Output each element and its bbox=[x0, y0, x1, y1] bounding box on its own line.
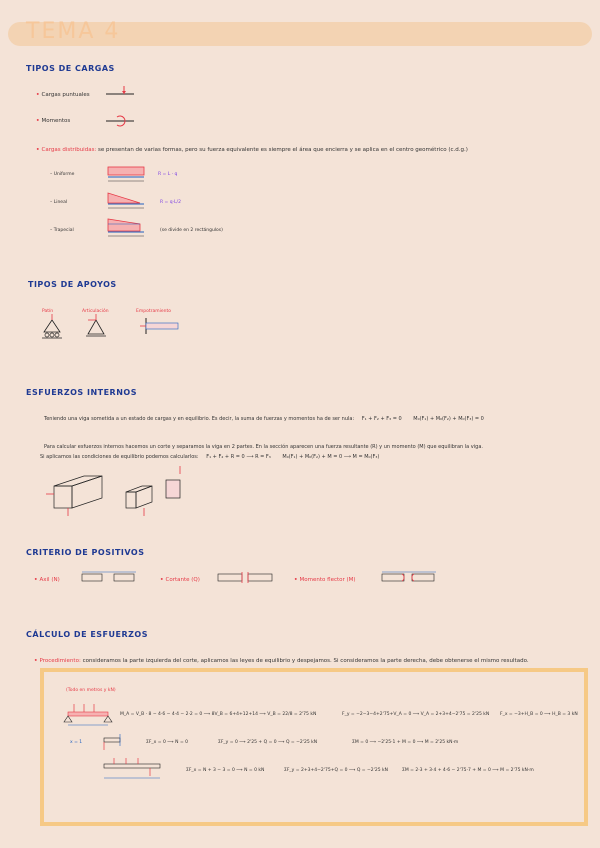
trapezoidal-load-diagram bbox=[104, 215, 148, 241]
moment-icon bbox=[106, 114, 136, 128]
cortante-label: Cortante (Q) bbox=[165, 577, 200, 583]
empotramiento-label: Empotramiento bbox=[136, 309, 171, 314]
esfuerzos-line3: Si aplicamos las condiciones de equilibrio podemos calcularlos: F₁ + F₂ + R = 0 ⟶ R = F₃ M₀(F₁) + M₀(F₂) + M = 0 ⟶ M = M₀(F₃) bbox=[40, 454, 380, 460]
linear-load-diagram bbox=[104, 187, 148, 213]
bullet-axil: • Axil (N) bbox=[34, 577, 60, 583]
section-tipos-cargas: TIPOS DE CARGAS bbox=[26, 64, 115, 73]
bending-sign-diagram bbox=[378, 570, 438, 584]
equation-fx: F_x = −3+H_B = 0 ⟶ H_B = 3 kN bbox=[500, 712, 578, 717]
axil-label: Axil (N) bbox=[39, 577, 60, 583]
patin-label: Patín bbox=[42, 309, 54, 314]
pinned-support-icon bbox=[84, 316, 108, 342]
bullet-cargas-distribuidas: • Cargas distribuidas: se presentan de varias formas, pero su fuerza equivalente es siempre el área que encierra y se aplica en el centro geométrico (c.d.g.) bbox=[36, 147, 468, 153]
section-tipos-apoyos: TIPOS DE APOYOS bbox=[28, 280, 117, 289]
sum-m: ΣM = 0 ⟶ −2'25·1 + M = 0 ⟶ M = 2'25 kN·m bbox=[352, 740, 459, 745]
section-calculo: CÁLCULO DE ESFUERZOS bbox=[26, 630, 148, 639]
beam-section-diagrams bbox=[40, 466, 200, 524]
right-cut-diagram bbox=[100, 756, 166, 780]
cargas-puntuales-label: Cargas puntuales bbox=[41, 92, 90, 98]
point-load-icon bbox=[106, 86, 136, 100]
sum-m-right: ΣM = 2·3 + 3·4 + 4·6 − 2'75·7 + M = 0 ⟶ M = 2'75 kN·m bbox=[402, 768, 534, 773]
trapecial-note: (se divide en 2 rectángulos) bbox=[160, 228, 223, 233]
bullet-momentos: • Momentos bbox=[36, 118, 71, 124]
uniform-load-diagram bbox=[104, 161, 148, 185]
section-esfuerzos: ESFUERZOS INTERNOS bbox=[26, 388, 137, 397]
bullet-flector: • Momento flector (M) bbox=[294, 577, 356, 583]
bullet-cargas-puntuales: • Cargas puntuales bbox=[36, 92, 90, 98]
trapecial-label: – Trapecial bbox=[50, 228, 74, 233]
lineal-formula: R = q·L/2 bbox=[160, 200, 181, 205]
equation-fy: F_y = −2−3−4+2'75+V_A = 0 ⟶ V_A = 2+3+4−2'75 = 2'25 kN bbox=[342, 712, 490, 717]
lineal-label: – Lineal bbox=[50, 200, 68, 205]
cargas-distribuidas-text: se presentan de varias formas, pero su fuerza equivalente es siempre el área que encierra y se aplica en el centro geométrico (c.d.g.) bbox=[98, 147, 468, 153]
momentos-label: Momentos bbox=[41, 118, 71, 124]
procedimiento-text: consideramos la parte izquierda del corte, aplicamos las leyes de equilibrio y despejamos. Si consideramos la parte derecha, debe obtenerse el mismo resultado. bbox=[82, 658, 529, 664]
articulacion-label: Articulación bbox=[82, 309, 109, 314]
bullet-procedimiento: • Procedimiento: consideramos la parte izquierda del corte, aplicamos las leyes de equilibrio y despejamos. Si consideramos la parte derecha, debe obtenerse el mismo resultado. bbox=[34, 658, 529, 664]
page-title: TEMA 4 bbox=[26, 19, 121, 44]
section-criterio: CRITERIO DE POSITIVOS bbox=[26, 548, 145, 557]
sum-fy: ΣF_y = 0 ⟶ 2'25 + Q = 0 ⟶ Q = −2'25 kN bbox=[218, 740, 318, 745]
left-cut-diagram bbox=[100, 732, 128, 754]
bullet-cortante: • Cortante (Q) bbox=[160, 577, 200, 583]
units-note: (Todo en metros y kN) bbox=[66, 688, 116, 693]
fixed-support-icon bbox=[140, 316, 184, 338]
roller-support-icon bbox=[40, 316, 64, 342]
sum-fx: ΣF_x = 0 ⟶ N = 0 bbox=[146, 740, 189, 745]
x-label: x = 1 bbox=[70, 740, 83, 745]
esfuerzos-line2: Para calcular esfuerzos internos hacemos un corte y separamos la viga en 2 partes. En la sección aparecen una fuerza resultante (R) y un momento (M) que equilibran la viga. bbox=[44, 444, 483, 450]
axial-sign-diagram bbox=[78, 570, 138, 584]
shear-sign-diagram bbox=[214, 570, 276, 584]
flector-label: Momento flector (M) bbox=[299, 577, 356, 583]
sum-fy-right: ΣF_y = 2+3+4−2'75+Q = 0 ⟶ Q = −2'25 kN bbox=[284, 768, 388, 773]
uniforme-formula: R = L · q bbox=[158, 172, 178, 177]
example-beam-diagram bbox=[64, 700, 116, 728]
esfuerzos-line1: Teniendo una viga sometida a un estado de cargas y en equilibrio. Es decir, la suma de fuerzas y momentos ha de ser nula: F₁ + F₂ + F₃ = 0 M₀(F₁) + M₀(F₂) + M₀(F₃) = 0 bbox=[44, 416, 484, 422]
cargas-distribuidas-label: Cargas distribuidas: bbox=[41, 147, 97, 153]
equation-ma: M_A = V_B · 8 − 4·6 − 4·4 − 2·2 = 0 ⟶ 8V_B = 6+4+12+14 ⟶ V_B = 22/8 = 2'75 kN bbox=[120, 712, 317, 717]
sum-fx-right: ΣF_x = N + 3 − 3 = 0 ⟶ N = 0 kN bbox=[186, 768, 265, 773]
procedimiento-label: Procedimiento: bbox=[39, 658, 81, 664]
uniforme-label: – Uniforme bbox=[50, 172, 75, 177]
